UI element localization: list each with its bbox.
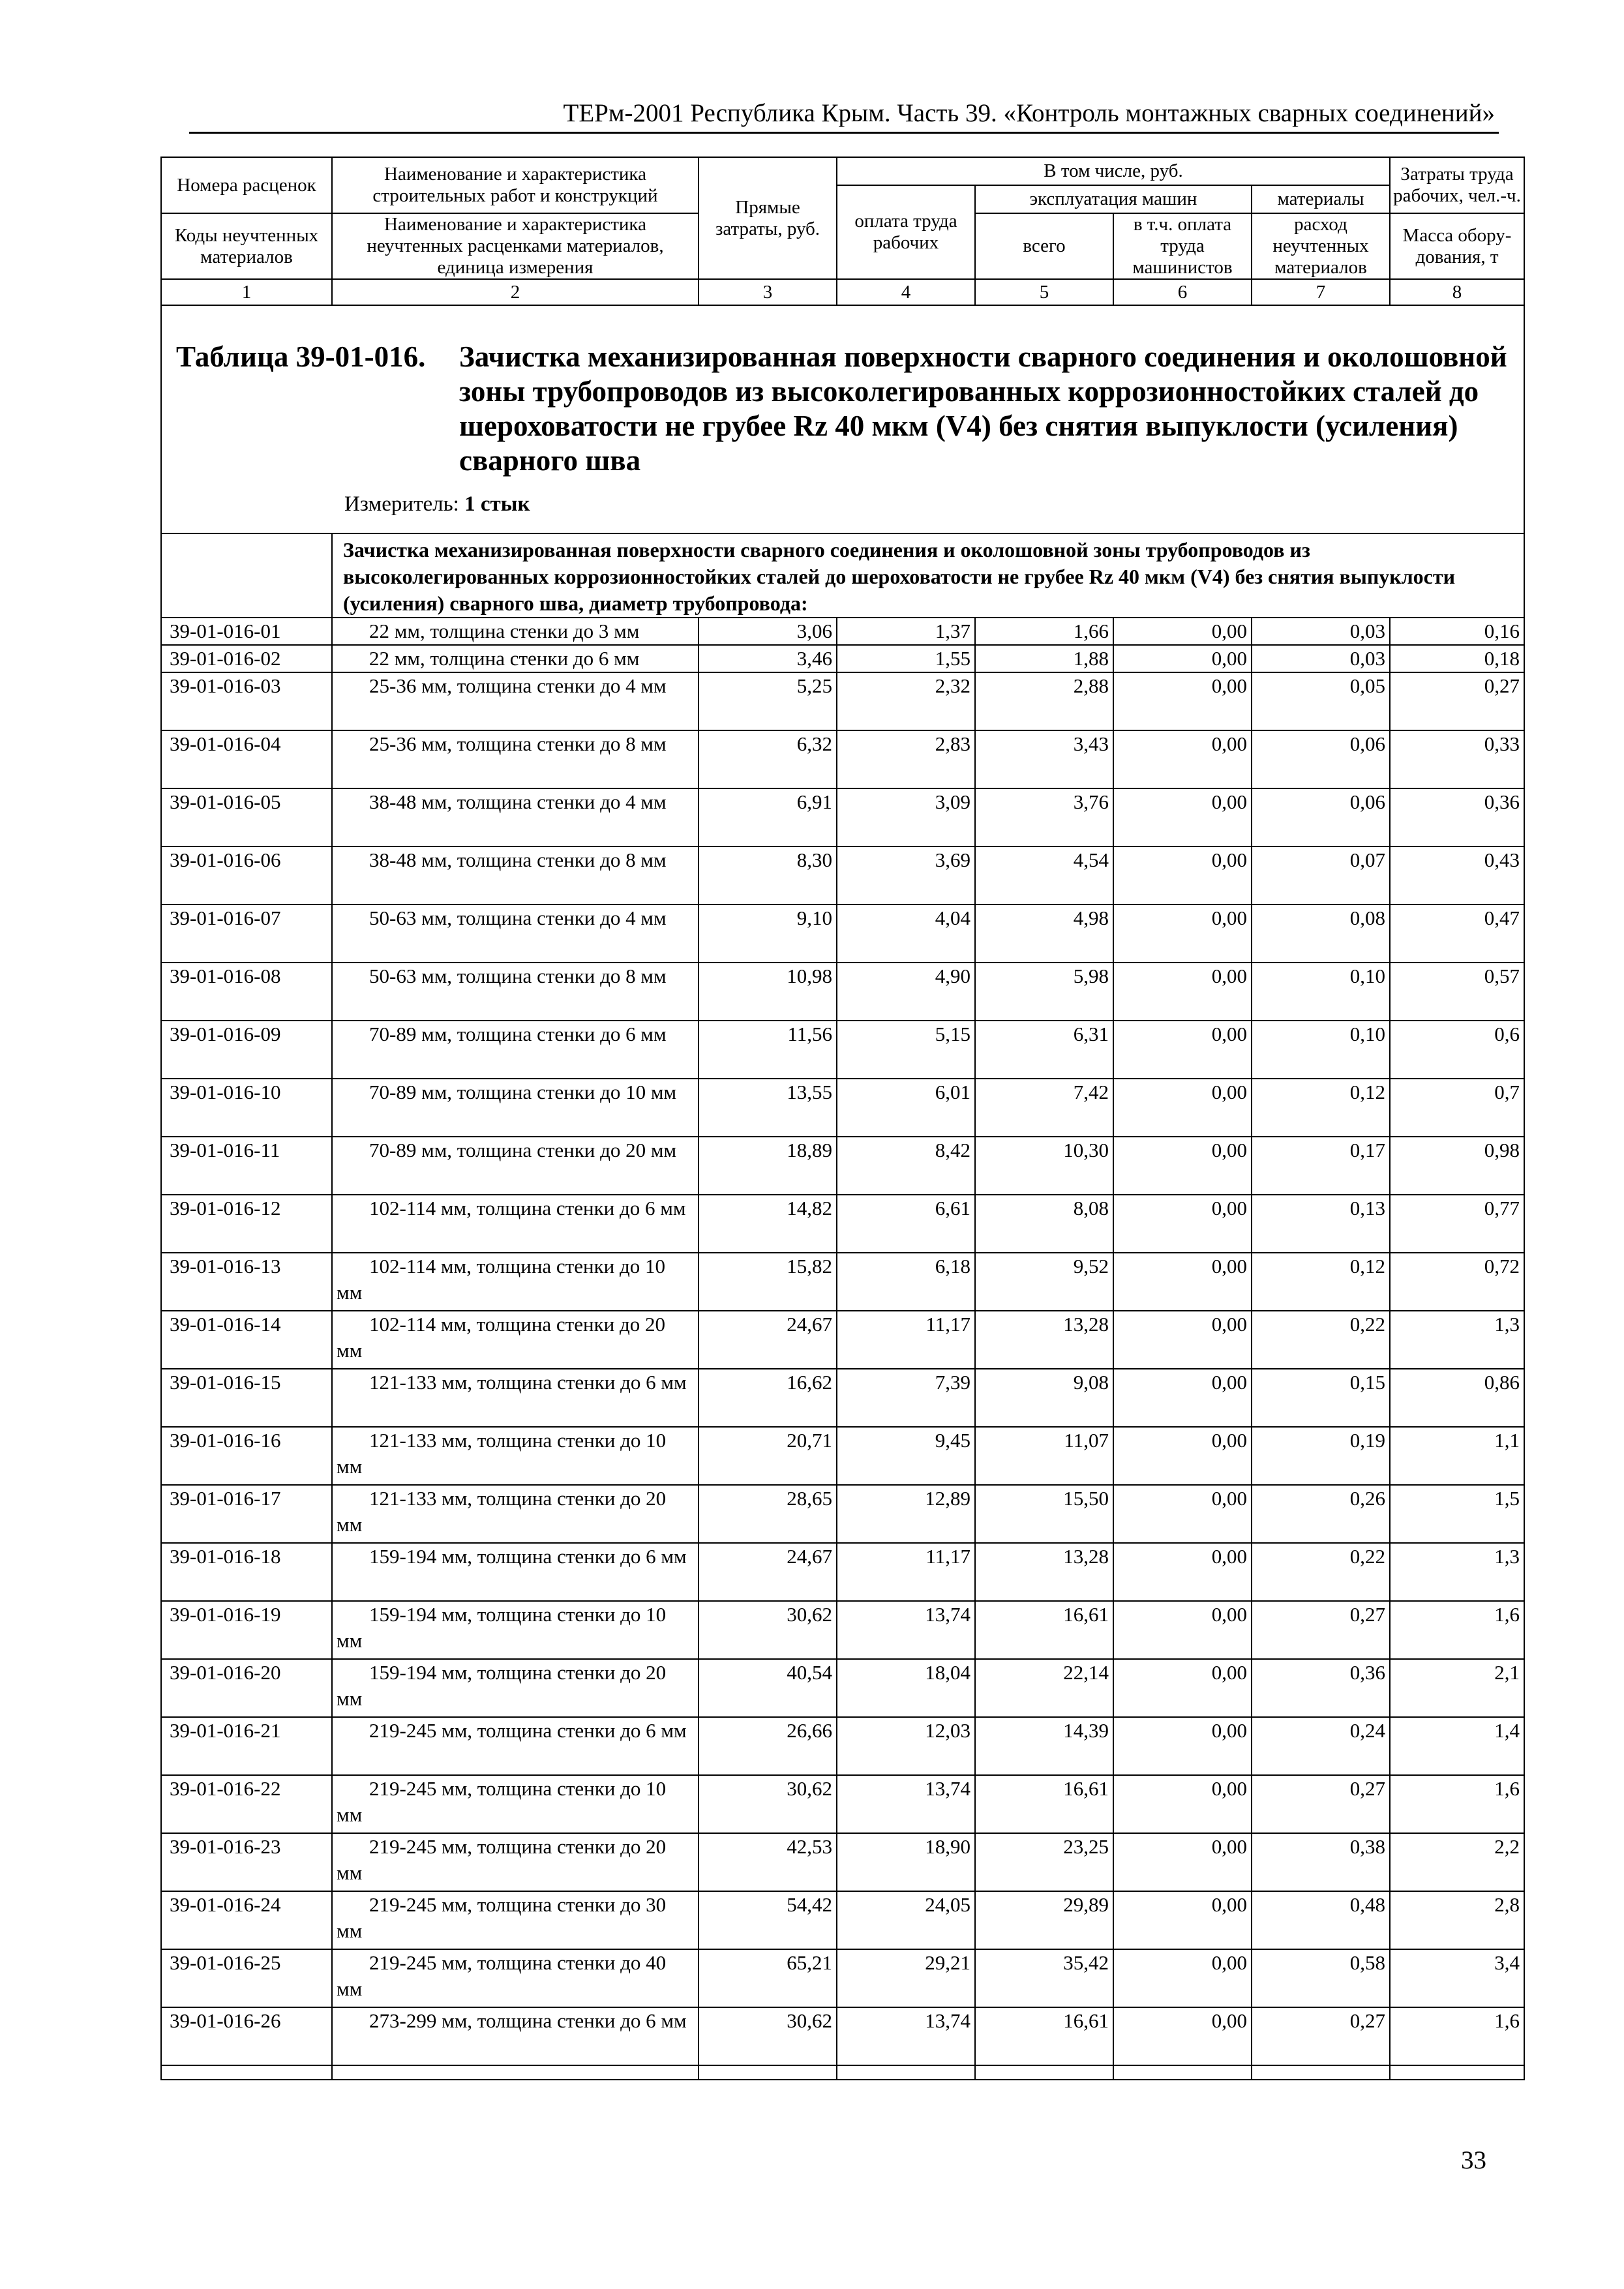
direct-costs: 9,10: [699, 905, 837, 963]
operators-wages: 0,00: [1113, 846, 1252, 905]
direct-costs: 3,46: [699, 645, 837, 672]
table-row: [161, 672, 1524, 730]
table-row: [161, 1543, 1524, 1601]
labor-hours: 0,33: [1390, 730, 1524, 788]
rate-name: 121-133 мм, толщина стенки до 10 мм: [332, 1427, 699, 1485]
rate-name: 102-114 мм, толщина стенки до 6 мм: [332, 1195, 699, 1253]
operators-wages: 0,00: [1113, 1137, 1252, 1195]
direct-costs: 6,91: [699, 788, 837, 846]
direct-costs: 28,65: [699, 1485, 837, 1543]
labor-wages: 6,18: [837, 1253, 975, 1311]
table-row: [161, 1775, 1524, 1833]
section-label: Таблица 39-01-016.: [176, 340, 426, 373]
column-number: 5: [975, 279, 1113, 305]
machines-total: 22,14: [975, 1659, 1113, 1717]
rate-code: 39-01-016-01: [161, 618, 332, 645]
rate-name: 219-245 мм, толщина стенки до 30 мм: [332, 1891, 699, 1949]
operators-wages: 0,00: [1113, 1601, 1252, 1659]
labor-hours: 0,18: [1390, 645, 1524, 672]
machines-total: 9,52: [975, 1253, 1113, 1311]
header-machines: эксплуатация машин: [975, 185, 1252, 213]
rates-table-body: [161, 157, 1524, 2080]
table-row: [161, 1195, 1524, 1253]
rate-code: 39-01-016-05: [161, 788, 332, 846]
table-row: [161, 1253, 1524, 1311]
operators-wages: 0,00: [1113, 1891, 1252, 1949]
direct-costs: 16,62: [699, 1369, 837, 1427]
operators-wages: 0,00: [1113, 788, 1252, 846]
rate-code: 39-01-016-20: [161, 1659, 332, 1717]
table-bottom-spacer: [161, 2065, 1524, 2080]
rate-code: 39-01-016-09: [161, 1021, 332, 1079]
spacer-cell: [837, 2065, 975, 2080]
operators-wages: 0,00: [1113, 1427, 1252, 1485]
labor-hours: 0,36: [1390, 788, 1524, 846]
materials-cost: 0,17: [1252, 1137, 1390, 1195]
labor-hours: 0,27: [1390, 672, 1524, 730]
labor-wages: 18,04: [837, 1659, 975, 1717]
materials-cost: 0,36: [1252, 1659, 1390, 1717]
operators-wages: 0,00: [1113, 1021, 1252, 1079]
materials-cost: 0,27: [1252, 1601, 1390, 1659]
page-number: 33: [1461, 2146, 1486, 2174]
rate-code: 39-01-016-08: [161, 963, 332, 1021]
direct-costs: 40,54: [699, 1659, 837, 1717]
labor-wages: 6,01: [837, 1079, 975, 1137]
machines-total: 3,43: [975, 730, 1113, 788]
materials-cost: 0,13: [1252, 1195, 1390, 1253]
header-col7: расход неучтенных материалов: [1252, 213, 1390, 279]
rate-name: 219-245 мм, толщина стенки до 20 мм: [332, 1833, 699, 1891]
labor-hours: 2,2: [1390, 1833, 1524, 1891]
labor-wages: 8,42: [837, 1137, 975, 1195]
rate-name: 50-63 мм, толщина стенки до 8 мм: [332, 963, 699, 1021]
table-row: [161, 1369, 1524, 1427]
operators-wages: 0,00: [1113, 1833, 1252, 1891]
machines-total: 35,42: [975, 1949, 1113, 2007]
spacer-cell: [975, 2065, 1113, 2080]
direct-costs: 30,62: [699, 1601, 837, 1659]
operators-wages: 0,00: [1113, 963, 1252, 1021]
direct-costs: 11,56: [699, 1021, 837, 1079]
direct-costs: 24,67: [699, 1311, 837, 1369]
direct-costs: 13,55: [699, 1079, 837, 1137]
direct-costs: 6,32: [699, 730, 837, 788]
spacer-cell: [1390, 2065, 1524, 2080]
column-number: 8: [1390, 279, 1524, 305]
labor-wages: 9,45: [837, 1427, 975, 1485]
rate-name: 25-36 мм, толщина стенки до 4 мм: [332, 672, 699, 730]
rates-table: [160, 157, 1525, 2080]
table-row: [161, 1427, 1524, 1485]
operators-wages: 0,00: [1113, 1079, 1252, 1137]
rate-name: 121-133 мм, толщина стенки до 20 мм: [332, 1485, 699, 1543]
rate-name: 25-36 мм, толщина стенки до 8 мм: [332, 730, 699, 788]
rate-code: 39-01-016-11: [161, 1137, 332, 1195]
operators-wages: 0,00: [1113, 1195, 1252, 1253]
section-title-row: [161, 305, 1524, 533]
machines-total: 3,76: [975, 788, 1113, 846]
rate-code: 39-01-016-25: [161, 1949, 332, 2007]
operators-wages: 0,00: [1113, 672, 1252, 730]
labor-wages: 18,90: [837, 1833, 975, 1891]
rate-code: 39-01-016-16: [161, 1427, 332, 1485]
materials-cost: 0,03: [1252, 645, 1390, 672]
group-description-blank: [161, 533, 332, 618]
rate-code: 39-01-016-04: [161, 730, 332, 788]
rate-name: 22 мм, толщина стенки до 6 мм: [332, 645, 699, 672]
direct-costs: 26,66: [699, 1717, 837, 1775]
labor-wages: 29,21: [837, 1949, 975, 2007]
materials-cost: 0,10: [1252, 1021, 1390, 1079]
materials-cost: 0,15: [1252, 1369, 1390, 1427]
operators-wages: 0,00: [1113, 1369, 1252, 1427]
materials-cost: 0,03: [1252, 618, 1390, 645]
machines-total: 1,66: [975, 618, 1113, 645]
labor-hours: 1,4: [1390, 1717, 1524, 1775]
group-description: Зачистка механизированная поверхности сварного соединения и околошовной зоны трубопроводов из высоколегированных коррозионностойких сталей до шероховатости не грубее Rz 40 мкм (V4) без снятия выпуклости (усиления) сварного шва, диаметр трубопровода:: [332, 533, 1524, 618]
column-number: 2: [332, 279, 699, 305]
table-row: [161, 1601, 1524, 1659]
labor-wages: 3,09: [837, 788, 975, 846]
labor-wages: 13,74: [837, 1601, 975, 1659]
labor-hours: 1,5: [1390, 1485, 1524, 1543]
operators-wages: 0,00: [1113, 730, 1252, 788]
header-col3: Прямые затраты, руб.: [699, 157, 837, 279]
rate-name: 50-63 мм, толщина стенки до 4 мм: [332, 905, 699, 963]
labor-hours: 0,98: [1390, 1137, 1524, 1195]
machines-total: 14,39: [975, 1717, 1113, 1775]
rate-code: 39-01-016-22: [161, 1775, 332, 1833]
rate-name: 102-114 мм, толщина стенки до 20 мм: [332, 1311, 699, 1369]
table-row: [161, 905, 1524, 963]
rate-name: 121-133 мм, толщина стенки до 6 мм: [332, 1369, 699, 1427]
labor-hours: 1,3: [1390, 1311, 1524, 1369]
machines-total: 16,61: [975, 1601, 1113, 1659]
labor-wages: 24,05: [837, 1891, 975, 1949]
materials-cost: 0,27: [1252, 1775, 1390, 1833]
header-including: В том числе, руб.: [837, 157, 1390, 185]
rate-code: 39-01-016-17: [161, 1485, 332, 1543]
machines-total: 8,08: [975, 1195, 1113, 1253]
direct-costs: 3,06: [699, 618, 837, 645]
column-number: 6: [1113, 279, 1252, 305]
machines-total: 1,88: [975, 645, 1113, 672]
rate-name: 219-245 мм, толщина стенки до 6 мм: [332, 1717, 699, 1775]
labor-hours: 1,6: [1390, 2007, 1524, 2065]
operators-wages: 0,00: [1113, 1311, 1252, 1369]
machines-total: 11,07: [975, 1427, 1113, 1485]
labor-wages: 2,83: [837, 730, 975, 788]
direct-costs: 15,82: [699, 1253, 837, 1311]
operators-wages: 0,00: [1113, 618, 1252, 645]
rate-code: 39-01-016-10: [161, 1079, 332, 1137]
table-row: [161, 1659, 1524, 1717]
operators-wages: 0,00: [1113, 1253, 1252, 1311]
machines-total: 4,98: [975, 905, 1113, 963]
labor-hours: 0,86: [1390, 1369, 1524, 1427]
rate-name: 70-89 мм, толщина стенки до 6 мм: [332, 1021, 699, 1079]
labor-wages: 7,39: [837, 1369, 975, 1427]
machines-total: 29,89: [975, 1891, 1113, 1949]
table-row: [161, 1833, 1524, 1891]
rate-code: 39-01-016-14: [161, 1311, 332, 1369]
rate-code: 39-01-016-07: [161, 905, 332, 963]
direct-costs: 14,82: [699, 1195, 837, 1253]
table-row: [161, 1891, 1524, 1949]
header-col8-bottom: Масса обору-дования, т: [1390, 213, 1524, 279]
header-col4: оплата труда рабочих: [837, 185, 975, 279]
materials-cost: 0,19: [1252, 1427, 1390, 1485]
rate-name: 38-48 мм, толщина стенки до 4 мм: [332, 788, 699, 846]
meter-value: 1 стык: [464, 492, 530, 516]
direct-costs: 20,71: [699, 1427, 837, 1485]
rate-code: 39-01-016-15: [161, 1369, 332, 1427]
labor-hours: 0,16: [1390, 618, 1524, 645]
machines-total: 10,30: [975, 1137, 1113, 1195]
rate-code: 39-01-016-21: [161, 1717, 332, 1775]
rate-code: 39-01-016-23: [161, 1833, 332, 1891]
direct-costs: 10,98: [699, 963, 837, 1021]
machines-total: 5,98: [975, 963, 1113, 1021]
labor-wages: 11,17: [837, 1543, 975, 1601]
rate-code: 39-01-016-03: [161, 672, 332, 730]
labor-hours: 2,1: [1390, 1659, 1524, 1717]
labor-wages: 4,90: [837, 963, 975, 1021]
table-row: [161, 645, 1524, 672]
labor-wages: 3,69: [837, 846, 975, 905]
rate-code: 39-01-016-13: [161, 1253, 332, 1311]
labor-wages: 1,37: [837, 618, 975, 645]
machines-total: 4,54: [975, 846, 1113, 905]
labor-wages: 4,04: [837, 905, 975, 963]
machines-total: 15,50: [975, 1485, 1113, 1543]
rate-name: 70-89 мм, толщина стенки до 20 мм: [332, 1137, 699, 1195]
group-description-row: [161, 533, 1524, 618]
section-title: Зачистка механизированная поверхности сварного соединения и околошовной зоны трубопроводов из высоколегированных коррозионностойких сталей до шероховатости не грубее Rz 40 мкм (V4) без снятия выпуклости (усиления) сварного шва: [459, 340, 1507, 477]
table-row: [161, 1021, 1524, 1079]
column-number: 4: [837, 279, 975, 305]
section-meter: [344, 492, 530, 516]
spacer-cell: [1113, 2065, 1252, 2080]
header-col6: в т.ч. оплата труда машинистов: [1113, 213, 1252, 279]
direct-costs: 24,67: [699, 1543, 837, 1601]
materials-cost: 0,12: [1252, 1253, 1390, 1311]
section-title-cell: [161, 305, 1524, 533]
materials-cost: 0,05: [1252, 672, 1390, 730]
labor-hours: 2,8: [1390, 1891, 1524, 1949]
direct-costs: 30,62: [699, 2007, 837, 2065]
labor-hours: 0,72: [1390, 1253, 1524, 1311]
rate-code: 39-01-016-06: [161, 846, 332, 905]
rate-name: 219-245 мм, толщина стенки до 40 мм: [332, 1949, 699, 2007]
operators-wages: 0,00: [1113, 1543, 1252, 1601]
direct-costs: 5,25: [699, 672, 837, 730]
column-number: 3: [699, 279, 837, 305]
operators-wages: 0,00: [1113, 1659, 1252, 1717]
spacer-cell: [332, 2065, 699, 2080]
materials-cost: 0,27: [1252, 2007, 1390, 2065]
table-row: [161, 846, 1524, 905]
labor-wages: 2,32: [837, 672, 975, 730]
labor-wages: 11,17: [837, 1311, 975, 1369]
labor-hours: 0,77: [1390, 1195, 1524, 1253]
table-row: [161, 730, 1524, 788]
machines-total: 16,61: [975, 1775, 1113, 1833]
table-row: [161, 1311, 1524, 1369]
labor-hours: 0,57: [1390, 963, 1524, 1021]
direct-costs: 54,42: [699, 1891, 837, 1949]
materials-cost: 0,24: [1252, 1717, 1390, 1775]
column-numbers-row: [161, 279, 1524, 305]
machines-total: 13,28: [975, 1543, 1113, 1601]
spacer-cell: [1252, 2065, 1390, 2080]
direct-costs: 42,53: [699, 1833, 837, 1891]
labor-wages: 12,03: [837, 1717, 975, 1775]
header-col1-top: Номера расценок: [161, 157, 332, 213]
labor-hours: 0,43: [1390, 846, 1524, 905]
rate-name: 22 мм, толщина стенки до 3 мм: [332, 618, 699, 645]
header-col2-top: Наименование и характеристика строительных работ и конструкций: [332, 157, 699, 213]
machines-total: 6,31: [975, 1021, 1113, 1079]
table-row: [161, 788, 1524, 846]
direct-costs: 8,30: [699, 846, 837, 905]
header-col2-bottom: Наименование и характеристика неучтенных расценками материалов, единица измерения: [332, 213, 699, 279]
materials-cost: 0,08: [1252, 905, 1390, 963]
operators-wages: 0,00: [1113, 905, 1252, 963]
rate-name: 159-194 мм, толщина стенки до 6 мм: [332, 1543, 699, 1601]
table-row: [161, 1717, 1524, 1775]
header-col1-bottom: Коды неучтенных материалов: [161, 213, 332, 279]
machines-total: 2,88: [975, 672, 1113, 730]
rate-code: 39-01-016-02: [161, 645, 332, 672]
labor-wages: 1,55: [837, 645, 975, 672]
rate-name: 219-245 мм, толщина стенки до 10 мм: [332, 1775, 699, 1833]
meter-label: Измеритель:: [344, 492, 459, 516]
materials-cost: 0,58: [1252, 1949, 1390, 2007]
materials-cost: 0,26: [1252, 1485, 1390, 1543]
machines-total: 9,08: [975, 1369, 1113, 1427]
labor-hours: 1,3: [1390, 1543, 1524, 1601]
labor-wages: 13,74: [837, 2007, 975, 2065]
spacer-cell: [161, 2065, 332, 2080]
rate-name: 273-299 мм, толщина стенки до 6 мм: [332, 2007, 699, 2065]
section-block: [162, 306, 1524, 533]
materials-cost: 0,48: [1252, 1891, 1390, 1949]
labor-wages: 12,89: [837, 1485, 975, 1543]
table-row: [161, 1079, 1524, 1137]
operators-wages: 0,00: [1113, 645, 1252, 672]
rate-code: 39-01-016-24: [161, 1891, 332, 1949]
spacer-cell: [699, 2065, 837, 2080]
materials-cost: 0,22: [1252, 1311, 1390, 1369]
labor-wages: 13,74: [837, 1775, 975, 1833]
operators-wages: 0,00: [1113, 2007, 1252, 2065]
labor-hours: 1,6: [1390, 1601, 1524, 1659]
materials-cost: 0,10: [1252, 963, 1390, 1021]
rate-code: 39-01-016-26: [161, 2007, 332, 2065]
column-number: 1: [161, 279, 332, 305]
labor-hours: 0,47: [1390, 905, 1524, 963]
rate-name: 38-48 мм, толщина стенки до 8 мм: [332, 846, 699, 905]
table-row: [161, 2007, 1524, 2065]
labor-wages: 5,15: [837, 1021, 975, 1079]
materials-cost: 0,06: [1252, 730, 1390, 788]
labor-hours: 1,1: [1390, 1427, 1524, 1485]
labor-wages: 6,61: [837, 1195, 975, 1253]
column-number: 7: [1252, 279, 1390, 305]
materials-cost: 0,12: [1252, 1079, 1390, 1137]
table-row: [161, 963, 1524, 1021]
machines-total: 7,42: [975, 1079, 1113, 1137]
header-materials: материалы: [1252, 185, 1390, 213]
page-header: [189, 93, 1499, 134]
direct-costs: 30,62: [699, 1775, 837, 1833]
materials-cost: 0,22: [1252, 1543, 1390, 1601]
table-row: [161, 1949, 1524, 2007]
header-col8-top: Затраты труда рабочих, чел.-ч.: [1390, 157, 1524, 213]
materials-cost: 0,38: [1252, 1833, 1390, 1891]
operators-wages: 0,00: [1113, 1949, 1252, 2007]
labor-hours: 0,7: [1390, 1079, 1524, 1137]
rate-name: 102-114 мм, толщина стенки до 10 мм: [332, 1253, 699, 1311]
table-row: [161, 1137, 1524, 1195]
labor-hours: 0,6: [1390, 1021, 1524, 1079]
rate-name: 159-194 мм, толщина стенки до 10 мм: [332, 1601, 699, 1659]
rate-name: 70-89 мм, толщина стенки до 10 мм: [332, 1079, 699, 1137]
labor-hours: 3,4: [1390, 1949, 1524, 2007]
direct-costs: 18,89: [699, 1137, 837, 1195]
rate-code: 39-01-016-12: [161, 1195, 332, 1253]
direct-costs: 65,21: [699, 1949, 837, 2007]
rate-name: 159-194 мм, толщина стенки до 20 мм: [332, 1659, 699, 1717]
operators-wages: 0,00: [1113, 1485, 1252, 1543]
machines-total: 23,25: [975, 1833, 1113, 1891]
labor-hours: 1,6: [1390, 1775, 1524, 1833]
operators-wages: 0,00: [1113, 1717, 1252, 1775]
rate-code: 39-01-016-19: [161, 1601, 332, 1659]
table-row: [161, 618, 1524, 645]
header-col5: всего: [975, 213, 1113, 279]
machines-total: 16,61: [975, 2007, 1113, 2065]
machines-total: 13,28: [975, 1311, 1113, 1369]
header-row-1: [161, 157, 1524, 185]
operators-wages: 0,00: [1113, 1775, 1252, 1833]
page-header-text: ТЕРм-2001 Республика Крым. Часть 39. «Контроль монтажных сварных соединений»: [563, 99, 1495, 127]
materials-cost: 0,07: [1252, 846, 1390, 905]
table-row: [161, 1485, 1524, 1543]
materials-cost: 0,06: [1252, 788, 1390, 846]
rate-code: 39-01-016-18: [161, 1543, 332, 1601]
